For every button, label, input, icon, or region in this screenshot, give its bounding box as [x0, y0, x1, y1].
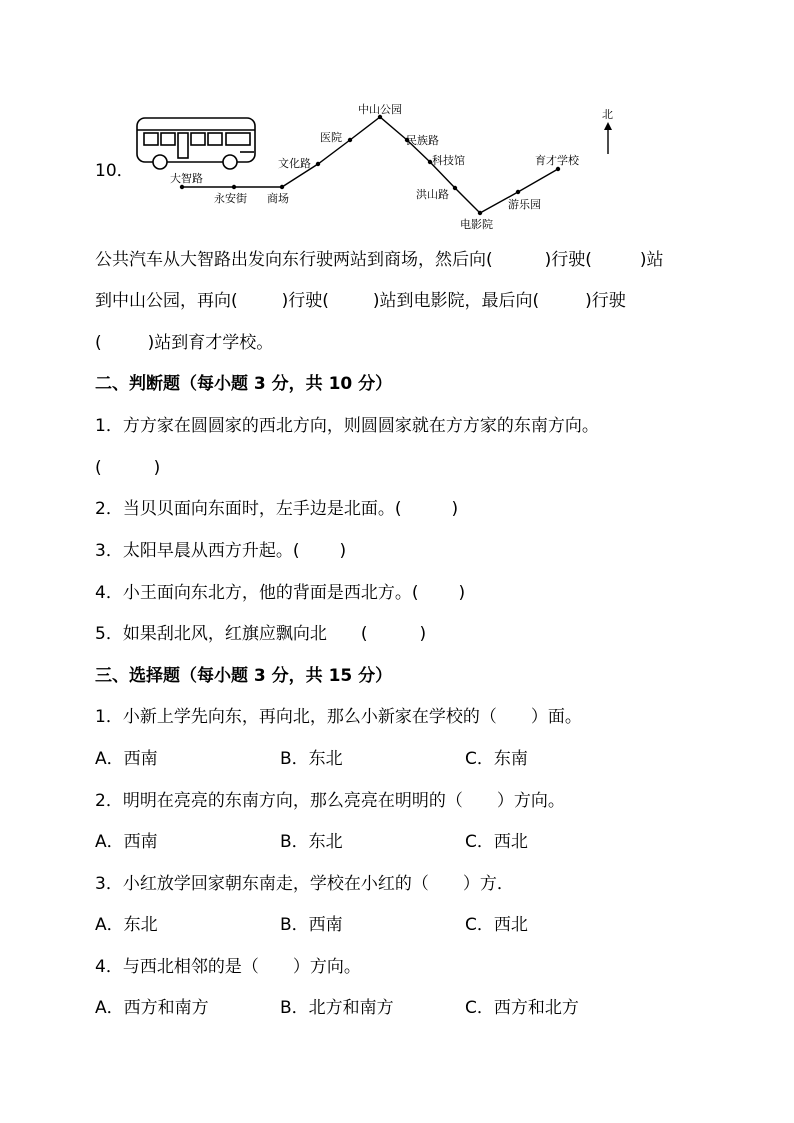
section3-q3: 3．小红放学回家朝东南走，学校在小红的（ ）方．: [95, 874, 514, 894]
stop-dazhilu: [180, 185, 184, 189]
section2-q1: 1．方方家在圆圆家的西北方向，则圆圆家就在方方家的东南方向。: [95, 416, 599, 436]
stop-youleyuan: [516, 190, 520, 194]
q10-text-line1: 公共汽车从大智路出发向东行驶两站到商场，然后向( )行驶( )站: [95, 250, 664, 270]
label-dazhilu: 大智路: [170, 172, 203, 185]
q10-text-line3: ( )站到育才学校。: [95, 333, 274, 353]
section3-q3-options: [0, 914, 794, 936]
option-b: B．北方和南方: [280, 998, 394, 1018]
section2-q3: 3．太阳早晨从西方升起。( ): [95, 541, 347, 561]
stop-yiyuan: [348, 138, 352, 142]
option-c: C．西北: [465, 915, 528, 935]
option-b: B．西南: [280, 915, 343, 935]
option-c: C．西方和北方: [465, 998, 579, 1018]
q10-text-line2: 到中山公园，再向( )行驶( )站到电影院，最后向( )行驶: [95, 291, 626, 311]
option-c: C．东南: [465, 749, 528, 769]
section2-q2: 2．当贝贝面向东面时，左手边是北面。( ): [95, 499, 459, 519]
north-label: 北: [602, 108, 613, 121]
label-dianyingyuan: 电影院: [460, 218, 493, 231]
option-a: A．东北: [95, 915, 158, 935]
label-shangchang: 商场: [267, 192, 289, 205]
stop-hongshanlu: [453, 186, 457, 190]
section3-q4: 4．与西北相邻的是（ ）方向。: [95, 957, 361, 977]
section3-q4-options: [0, 997, 794, 1019]
label-zhongshan: 中山公园: [358, 103, 402, 116]
section2-q5: 5．如果刮北风，红旗应飘向北 ( ): [95, 624, 427, 644]
stop-dianyingyuan: [478, 211, 482, 215]
label-yiyuan: 医院: [320, 131, 342, 144]
question-number: 10．: [95, 161, 134, 181]
section3-q2-options: [0, 831, 794, 853]
stop-yucai: [556, 167, 560, 171]
option-c: C．西北: [465, 832, 528, 852]
section3-q1: 1．小新上学先向东，再向北，那么小新家在学校的（ ）面。: [95, 707, 582, 727]
section2-q4: 4．小王面向东北方，他的背面是西北方。( ): [95, 583, 466, 603]
option-a: A．西南: [95, 749, 158, 769]
label-youleyuan: 游乐园: [508, 198, 541, 211]
stop-yonganjie: [232, 185, 236, 189]
option-b: B．东北: [280, 749, 343, 769]
label-yucai: 育才学校: [535, 154, 579, 167]
north-arrow: [602, 108, 613, 154]
stop-shangchang: [280, 185, 284, 189]
option-a: A．西南: [95, 832, 158, 852]
section3-q1-options: [0, 748, 794, 770]
section3-title: 三、选择题（每小题 3 分，共 15 分）: [95, 666, 393, 686]
option-b: B．东北: [280, 832, 343, 852]
section2-q1-answer: ( ): [95, 458, 161, 478]
bus-route-map: [130, 100, 630, 235]
section3-q2: 2．明明在亮亮的东南方向，那么亮亮在明明的（ ）方向。: [95, 791, 565, 811]
label-kejiguan: 科技馆: [432, 154, 465, 167]
label-hongshanlu: 洪山路: [416, 188, 449, 201]
label-wenhualu: 文化路: [278, 157, 311, 170]
bus-icon: [137, 118, 255, 169]
label-minzulu: 民族路: [406, 134, 439, 147]
section2-title: 二、判断题（每小题 3 分，共 10 分）: [95, 374, 393, 394]
option-a: A．西方和南方: [95, 998, 209, 1018]
stop-wenhualu: [316, 162, 320, 166]
label-yonganjie: 永安街: [214, 192, 247, 205]
